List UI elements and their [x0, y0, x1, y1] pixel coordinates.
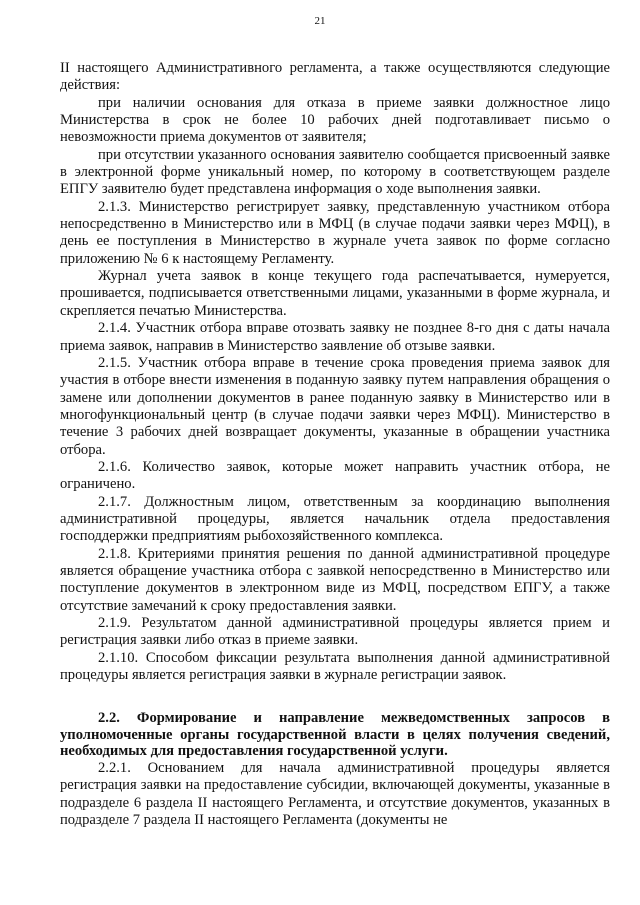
paragraph-2-1-6: 2.1.6. Количество заявок, которые может направить участник отбора, не ограничено. [60, 458, 610, 493]
paragraph-2-1-5: 2.1.5. Участник отбора вправе в течение срока проведения приема заявок для участия в отборе внести изменения в поданную заявку путем направления обращения о замене или дополнении документов в ранее поданную заявку в Министерство или в многофункциональный центр (в случае подачи заявки через МФЦ). Министерство в течение 3 рабочих дней возвращает документы, указанные в обращении участника отбора. [60, 354, 610, 458]
paragraph-journal: Журнал учета заявок в конце текущего года распечатывается, нумеруется, прошивается, подписывается ответственными лицами, указанными в форме журнала, и скрепляется печатью Министерства. [60, 268, 610, 319]
document-body [60, 60, 610, 829]
page-number: 21 [314, 15, 326, 27]
paragraph-2-1-7: 2.1.7. Должностным лицом, ответственным за координацию выполнения административной процедуры, является начальник отдела предоставления господдержки предприятиям рыбохозяйственного комплекса. [60, 493, 610, 545]
paragraph-no-refusal-basis: при отсутствии указанного основания заявителю сообщается присвоенный заявке в электронной форме уникальный номер, по которому в соответствующем разделе ЕПГУ заявителю будет представлена информация о ходе выполнения заявки. [60, 146, 610, 198]
paragraph-2-1-9: 2.1.9. Результатом данной административной процедуры является прием и регистрация заявки либо отказ в приеме заявки. [60, 615, 610, 649]
paragraph-2-1-4: 2.1.4. Участник отбора вправе отозвать заявку не позднее 8-го дня с даты начала приема заявок, направив в Министерство заявление об отзыве заявки. [60, 320, 610, 354]
paragraph-refusal-basis: при наличии основания для отказа в приеме заявки должностное лицо Министерства в срок не более 10 рабочих дней подготавливает письмо о невозможности приема документов от заявителя; [60, 94, 610, 146]
paragraph-2-2-1: 2.2.1. Основанием для начала административной процедуры является регистрация заявки на предоставление субсидии, включающей документы, указанные в подразделе 6 раздела II настоящего Регламента, и отсутствие документов, указанных в подразделе 7 раздела II настоящего Регламента (документы не [60, 759, 610, 828]
paragraph-continuation: II настоящего Административного регламента, а также осуществляются следующие действия: [60, 60, 610, 94]
paragraph-2-1-3: 2.1.3. Министерство регистрирует заявку, представленную участником отбора непосредственно в Министерство или в МФЦ (в случае подачи заявки через МФЦ), в день ее поступления в Министерство в журнале учета заявок по форме согласно приложению № 6 к настоящему Регламенту. [60, 198, 610, 267]
paragraph-2-1-10: 2.1.10. Способом фиксации результата выполнения данной административной процедуры является регистрация заявки в журнале регистрации заявок. [60, 649, 610, 684]
paragraph-2-1-8: 2.1.8. Критериями принятия решения по данной административной процедуре является обращение участника отбора с заявкой непосредственно в Министерство или поступление документов в электронном виде из МФЦ, посредством ЕПГУ, а также отсутствие замечаний к сроку предоставления заявки. [60, 545, 610, 614]
section-heading-2-2: 2.2. Формирование и направление межведомственных запросов в уполномоченные органы государственной власти в целях получения сведений, необходимых для предоставления государственной услуги. [60, 710, 610, 760]
